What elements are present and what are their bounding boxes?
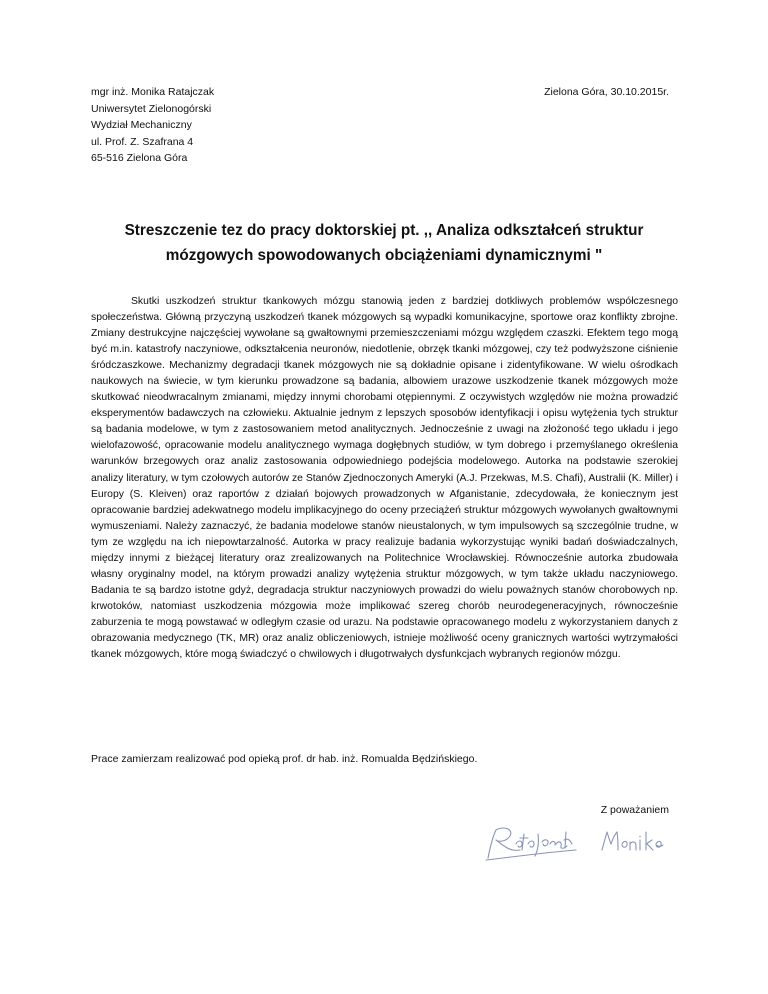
sender-faculty: Wydział Mechaniczny [91, 119, 192, 131]
sender-address-block [91, 84, 214, 167]
closing-salutation: Z poważaniem [600, 804, 669, 816]
document-title: Streszczenie tez do pracy doktorskiej pt. ,, Analiza odkształceń struktur mózgowych spowodowanych obciążeniami dynamicznymi " [124, 222, 644, 264]
letter-date: Zielona Góra, 30.10.2015r. [544, 86, 669, 98]
sender-street: ul. Prof. Z. Szafrana 4 [91, 135, 194, 148]
handwritten-signature [480, 820, 680, 864]
supervisor-statement: Prace zamierzam realizować pod opieką prof. dr hab. inż. Romualda Będzińskiego. [91, 753, 478, 765]
sender-postal-city: 65-516 Zielona Góra [91, 152, 188, 164]
sender-name: mgr inż. Monika Ratajczak [91, 86, 215, 98]
abstract-body: Skutki uszkodzeń struktur tkankowych mózgu stanowią jeden z bardziej dotkliwych problemów współczesnego społeczeństwa. Główną przyczyną uszkodzeń tkanek mózgowych są wypadki komunikacyjne, sportowe oraz konflikty zbrojne. Zmiany destrukcyjne najczęściej wywołane są gwałtownymi przemieszczeniami mózgu względem czaszki. Efektem tego mogą być m.in. katastrofy naczyniowe, odkształcenia neuronów, niedotlenie, obrzęk tkanki mózgowej, czy też podwyższone ciśnienie śródczaszkowe. Mechanizmy degradacji tkanek mózgowych nie są dokładnie opisane i zidentyfikowane. W wielu ośrodkach naukowych na świecie, w tym kierunku prowadzone są badania, albowiem urazowe uszkodzenie tkanek mózgowych może skutkować nieodwracalnym zmianami, między innymi chorobami otępiennymi. Z oczywistych względów nie można prowadzić eksperymentów badawczych na człowieku. Aktualnie jednym z lepszych sposobów identyfikacji i opisu wytężenia tych struktur są badania modelowe, w tym z zastosowaniem metod analitycznych. Jednocześnie z uwagi na złożoność tego układu i jego wielofazowość, opracowanie modelu analitycznego wymaga dogłębnych studiów, w tym dobrego i przemyślanego określenia warunków brzegowych oraz analiz zastosowania odpowiedniego podejścia modelowego. Autorka na podstawie szerokiej analizy literatury, w tym czołowych autorów ze Stanów Zjednoczonych Ameryki (A.J. Przekwas, M.S. Chafi), Australii (K. Miller) i Europy (S. Kleiven) oraz raportów z działań bojowych prowadzonych w Afganistanie, zdecydowała, że koniecznym jest opracowanie bardziej adekwatnego modelu implikacyjnego do oceny przeciążeń struktur mózgowych wywołanych gwałtownymi wymuszeniami. Należy zaznaczyć, że badania modelowe stanów nieustalonych, w tym impulsowych są szczególnie trudne, w tym ze względu na ich niepowtarzalność. Autorka w pracy realizuje badania wykorzystując wyniki badań doświadczalnych, między innymi z bieżącej literatury oraz zrealizowanych na Politechnice Wrocławskiej. Równocześnie autorka zbudowała własny oryginalny model, na którym prowadzi analizy wytężenia struktur mózgowych, w tym także układu naczyniowego. Badania te są bardzo istotne gdyż, degradacja struktur naczyniowych prowadzi do wielu poważnych stanów chorobowych np. krwotoków, natomiast uszkodzenia mózgowia może implikować szereg chorób neurodegeneracyjnych, równocześnie zaburzenia te mogą powstawać w odległym czasie od urazu. Na podstawie opracowanego modelu z wykorzystaniem danych z obrazowania medycznego (TK, MR) oraz analiz obliczeniowych, istnieje możliwość oceny granicznych wartości wytrzymałości tkanek mózgowych, które mogą świadczyć o chwilowych i długotrwałych dysfunkcjach wybranych regionów mózgu. [91, 296, 678, 661]
sender-university: Uniwersytet Zielonogórski [91, 102, 212, 115]
